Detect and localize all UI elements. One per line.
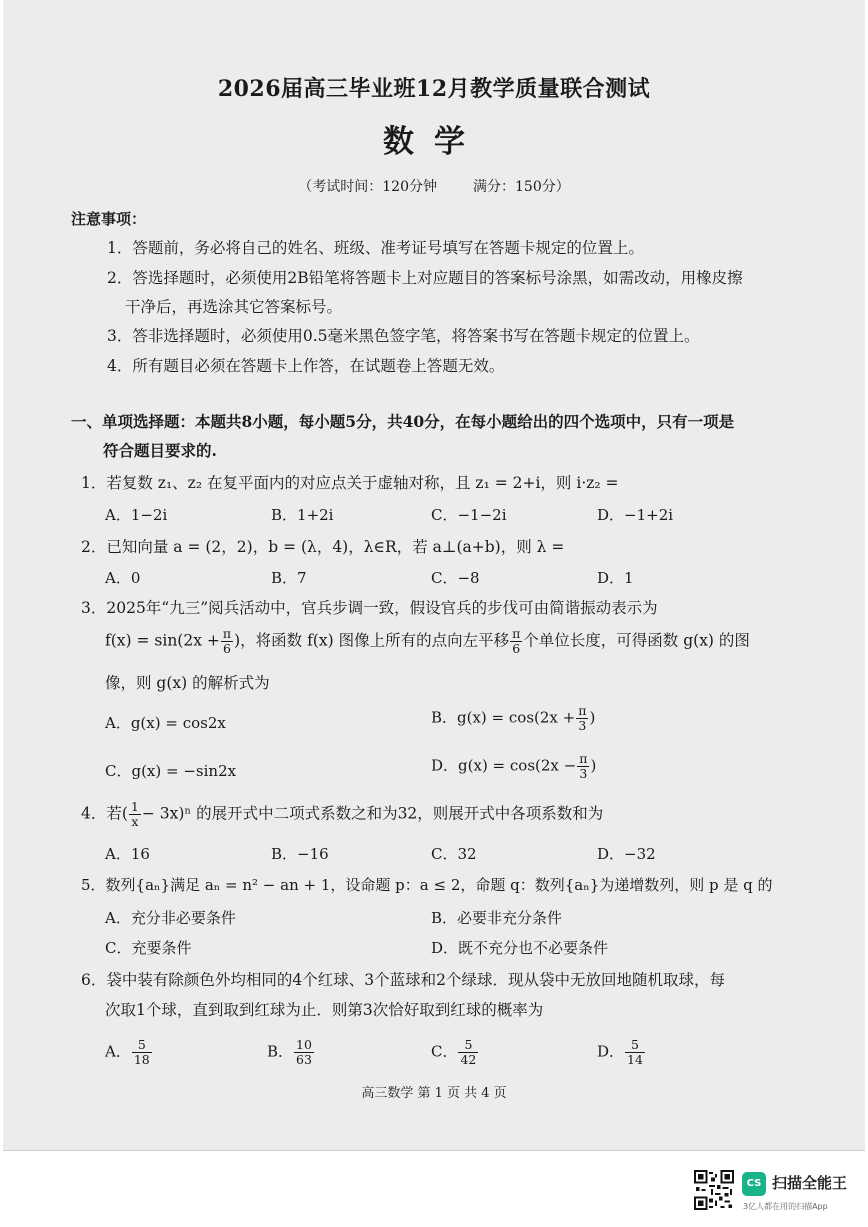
notice-heading: 注意事项：	[71, 210, 147, 228]
q5-option-a: A．充分非必要条件	[105, 909, 236, 927]
question-6-line2: 次取1个球，直到取到红球为止．则第3次恰好取到红球的概率为	[105, 1001, 544, 1019]
question-3-line2	[105, 627, 750, 656]
fraction-5-over-18: $\frac{5}{18}$	[133, 1037, 150, 1067]
notice-item: 4．所有题目必须在答题卡上作答，在试题卷上答题无效。	[107, 357, 505, 375]
q4-option-a: A．16	[105, 845, 150, 863]
q3-result-text: 个单位长度，可得函数 g(x) 的图	[523, 631, 750, 650]
brand-tagline: 3亿人都在用的扫描App	[743, 1202, 828, 1211]
q1-option-b: B．1+2i	[271, 506, 334, 524]
q2-option-b: B．7	[271, 569, 307, 587]
q3-shift-text: )，将函数 f(x) 图像上所有的点向左平移	[234, 631, 510, 650]
q3-option-d: D．g(x) = cos(2x − $\frac{\pi}{3}$ )	[431, 751, 597, 781]
q4-option-c: C．32	[431, 845, 477, 863]
question-4-stem: 4．若( $\frac{1}{x}$ − 3x)ⁿ 的展开式中二项式系数之和为32，则展开式中各项系数和为	[81, 799, 604, 829]
exam-title: 2026届高三毕业班12月教学质量联合测试	[217, 76, 651, 102]
q3-option-c: C．g(x) = −sin2x	[105, 762, 237, 780]
question-3-line1: 3．2025年“九三”阅兵活动中，官兵步调一致，假设官兵的步伐可由简谐振动表示为	[81, 599, 658, 617]
q2-option-c: C．−8	[431, 569, 480, 587]
q2-option-d: D．1	[597, 569, 634, 587]
notice-item: 干净后，再选涂其它答案标号。	[125, 298, 343, 316]
notice-item: 2．答选择题时，必须使用2B铅笔将答题卡上对应题目的答案标号涂黑，如需改动，用橡皮擦	[107, 269, 743, 287]
q1-option-a: A．1−2i	[105, 506, 168, 524]
q4-option-b: B．−16	[271, 845, 329, 863]
q4-option-d: D．−32	[597, 845, 656, 863]
question-3-line3: 像，则 g(x) 的解析式为	[105, 674, 270, 692]
notice-item: 1．答题前，务必将自己的姓名、班级、准考证号填写在答题卡规定的位置上。	[107, 239, 644, 257]
question-2-stem: 2．已知向量 a = (2，2)，b = (λ，4)，λ∈R，若 a⊥(a+b)，则 λ =	[81, 538, 565, 556]
question-6-line1: 6．袋中装有除颜色外均相同的4个红球、3个蓝球和2个绿球．现从袋中无放回地随机取球，每	[81, 971, 725, 989]
question-5-stem: 5．数列{aₙ}满足 aₙ = n² − an + 1，设命题 p：a ≤ 2，命题 q：数列{aₙ}为递增数列，则 p 是 q 的	[81, 876, 773, 894]
fraction-1-over-x: $\frac{1}{x}$	[130, 799, 139, 829]
subject-title: 数学	[383, 124, 485, 160]
q6-option-c: C． $\frac{5}{42}$	[431, 1037, 477, 1067]
q5-option-c: C．充要条件	[105, 939, 192, 957]
full-score: 满分：150分）	[473, 179, 570, 195]
qr-code-icon	[694, 1170, 734, 1210]
fraction-10-over-63: $\frac{10}{63}$	[296, 1037, 312, 1067]
fraction-pi-over-3: $\frac{\pi}{3}$	[579, 751, 588, 781]
q3-option-b: B．g(x) = cos(2x + $\frac{\pi}{3}$ )	[431, 703, 596, 733]
section-heading: 一、单项选择题：本题共8小题，每小题5分，共40分，在每小题给出的四个选项中，只有一项是	[71, 412, 735, 431]
q6-option-b: B． $\frac{10}{63}$	[267, 1037, 312, 1067]
fraction-pi-over-6: $\frac{\pi}{6}$	[512, 626, 521, 656]
page-footer: 高三数学 第 1 页 共 4 页	[361, 1086, 507, 1101]
fraction-5-over-14: $\frac{5}{14}$	[627, 1037, 643, 1067]
fraction-pi-over-3: $\frac{\pi}{3}$	[578, 703, 587, 733]
q2-option-a: A．0	[105, 569, 141, 587]
brand-name: 扫描全能王	[772, 1174, 848, 1192]
section-heading-cont: 符合题目要求的.	[103, 441, 217, 460]
q3-function-f: f(x) = sin(2x +	[105, 631, 220, 650]
exam-time: （考试时间：120分钟	[298, 179, 437, 195]
q3-option-a: A．g(x) = cos2x	[105, 714, 226, 732]
exam-paper	[3, 0, 865, 1151]
q1-option-c: C．−1−2i	[431, 506, 507, 524]
exam-info	[3, 176, 865, 196]
notice-item: 3．答非选择题时，必须使用0.5毫米黑色签字笔，将答案书写在答题卡规定的位置上。	[107, 327, 700, 345]
q1-option-d: D．−1+2i	[597, 506, 674, 524]
question-1-stem: 1．若复数 z₁、z₂ 在复平面内的对应点关于虚轴对称，且 z₁ = 2+i，则 i·z₂ =	[81, 474, 619, 492]
q6-option-a: A． $\frac{5}{18}$	[105, 1037, 150, 1067]
q5-option-d: D．既不充分也不必要条件	[431, 939, 609, 957]
fraction-pi-over-6: $\frac{\pi}{6}$	[222, 626, 232, 656]
fraction-5-over-42: $\frac{5}{42}$	[460, 1037, 477, 1067]
q5-option-b: B．必要非充分条件	[431, 909, 563, 927]
camscanner-logo: CS	[742, 1172, 766, 1196]
q6-option-d: D． $\frac{5}{14}$	[597, 1037, 643, 1067]
